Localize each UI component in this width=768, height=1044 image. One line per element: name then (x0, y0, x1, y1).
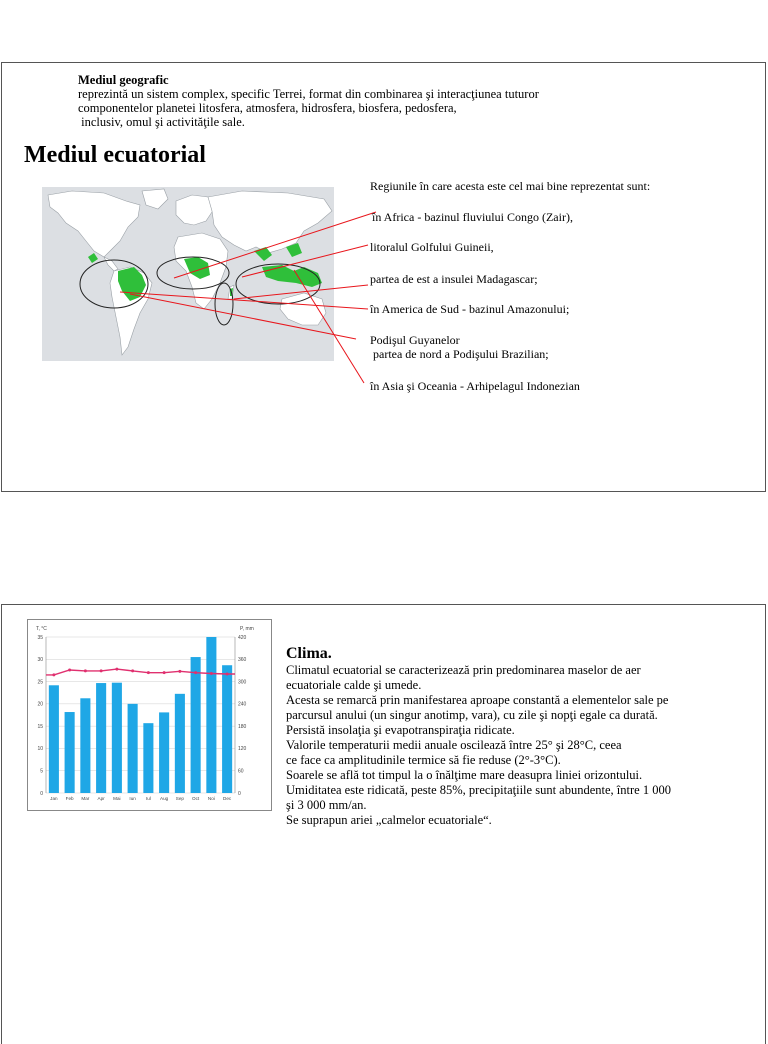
x-tick-label: Jan (50, 796, 58, 801)
paragraph-line: Valorile temperaturii medii anuale oscilează între 25° şi 28°C, ceea (286, 738, 622, 752)
y-right-tick: 0 (238, 790, 241, 797)
temperature-point (226, 672, 229, 675)
clima-title: Clima. (286, 645, 332, 662)
y-left-tick: 10 (37, 746, 43, 753)
y-left-tick: 5 (40, 768, 43, 775)
region-guyana: Podişul Guyanelor (370, 333, 460, 347)
temperature-point (163, 671, 166, 674)
clima-paragraph (286, 663, 671, 828)
south-america-ellipse (80, 260, 148, 308)
paragraph-line: Umiditatea este ridicată, peste 85%, precipitaţiile sunt abundente, între 1 000 (286, 783, 671, 797)
y-right-tick: 240 (238, 701, 247, 708)
y-axis-right-ticks (238, 635, 247, 797)
definition-line: componentelor planetei litosfera, atmosfera, hidrosfera, biosfera, pedosfera, (78, 101, 457, 115)
y-left-tick: 0 (40, 790, 43, 797)
paragraph-line: ce face ca amplitudinile termice să fie reduse (2°-3°C). (286, 753, 561, 767)
y-right-tick: 120 (238, 746, 247, 753)
heading-mediul-geografic: Mediul geografic (78, 73, 169, 87)
x-tick-label: Oct (192, 796, 200, 801)
paragraph-line: ecuatoriale calde şi umede. (286, 678, 422, 692)
y-left-tick: 30 (37, 657, 43, 664)
page-title: Mediul ecuatorial (24, 142, 206, 168)
precip-bar (128, 704, 138, 793)
y-right-tick: 360 (238, 657, 247, 664)
x-axis-ticks (50, 796, 232, 801)
temperature-point (100, 669, 103, 672)
x-tick-label: Apr (97, 796, 105, 801)
paragraph-line: Persistă insolaţia şi evapotranspiraţia ridicate. (286, 723, 515, 737)
temperature-point (68, 668, 71, 671)
temperature-point (52, 673, 55, 676)
paragraph-line: Climatul ecuatorial se caracterizează prin predominarea maselor de aer (286, 663, 641, 677)
paragraph-line: Acesta se remarcă prin manifestarea aproape constantă a elementelor sale pe (286, 693, 669, 707)
x-tick-label: Noi (207, 796, 215, 801)
precip-bar (191, 657, 201, 793)
pointer-line (234, 285, 368, 299)
temperature-point (210, 672, 213, 675)
paragraph-line: Soarele se află tot timpul la o înălţime mare deasupra liniei orizontului. (286, 768, 643, 782)
slide-clima (1, 604, 766, 1044)
africa-ellipse (157, 257, 229, 289)
x-tick-label: Iun (129, 796, 136, 801)
y-right-tick: 420 (238, 634, 247, 641)
temperature-point (131, 669, 134, 672)
precip-bar (96, 683, 106, 793)
precip-bar (80, 698, 90, 793)
slide-mediul-ecuatorial (1, 62, 766, 492)
region-madagascar: partea de est a insulei Madagascar; (370, 272, 538, 286)
region-guinea: litoralul Golfului Guineii, (370, 240, 494, 254)
y-left-tick: 25 (37, 679, 43, 686)
precip-bar (159, 712, 169, 793)
paragraph-line: şi 3 000 mm/an. (286, 798, 367, 812)
y-left-tick: 35 (37, 634, 43, 641)
x-tick-label: Dec (223, 796, 232, 801)
temperature-point (178, 670, 181, 673)
precip-bar (206, 637, 216, 793)
precipitation-bars (49, 637, 232, 793)
paragraph-line: Se suprapun ariei „calmelor ecuatoriale“. (286, 813, 492, 827)
precip-bar (65, 712, 75, 793)
pointer-lines (120, 212, 376, 383)
y-right-tick: 180 (238, 723, 247, 730)
region-brazil: partea de nord a Podişului Brazilian; (370, 347, 549, 361)
indonesia-ellipse (236, 264, 320, 304)
x-tick-label: Sep (175, 796, 184, 801)
x-tick-label: Feb (65, 796, 74, 801)
precip-bar (49, 685, 59, 793)
regions-intro: Regiunile în care acesta este cel mai bine reprezentat sunt: (370, 179, 651, 193)
y-right-tick: 300 (238, 679, 247, 686)
y-right-tick: 60 (238, 768, 244, 775)
temperature-point (115, 668, 118, 671)
precip-bar (222, 665, 232, 793)
pointer-line (120, 292, 368, 309)
x-tick-label: Mai (113, 796, 121, 801)
y-left-tick: 20 (37, 701, 43, 708)
definition-line: reprezintă un sistem complex, specific Terrei, format din combinarea şi interacţiunea tuturor (78, 87, 539, 101)
region-congo: în Africa - bazinul fluviului Congo (Zair), (372, 210, 573, 224)
x-tick-label: Aug (160, 796, 169, 801)
region-amazon: în America de Sud - bazinul Amazonului; (370, 302, 570, 316)
precip-bar (112, 683, 122, 793)
precip-bar (143, 723, 153, 793)
climate-chart-svg (28, 620, 271, 810)
climate-chart (27, 619, 272, 811)
region-indonesia: în Asia şi Oceania - Arhipelagul Indonezian (370, 379, 580, 393)
paragraph-line: parcursul anului (un singur anotimp, vara), cu zile şi nopţi egale ca durată. (286, 708, 658, 722)
temperature-point (84, 669, 87, 672)
pointer-line (174, 212, 376, 278)
precip-bar (175, 694, 185, 793)
y-axis-right-label: P, mm (240, 626, 254, 632)
x-tick-label: Mar (81, 796, 90, 801)
y-axis-left-label: T, °C (36, 626, 47, 632)
y-axis-left-ticks (37, 635, 43, 797)
y-left-tick: 15 (37, 723, 43, 730)
temperature-point (147, 671, 150, 674)
x-tick-label: Iul (145, 796, 151, 801)
madagascar-ellipse (215, 283, 233, 325)
definition-line: inclusiv, omul şi activităţile sale. (78, 115, 245, 129)
temperature-point (194, 671, 197, 674)
